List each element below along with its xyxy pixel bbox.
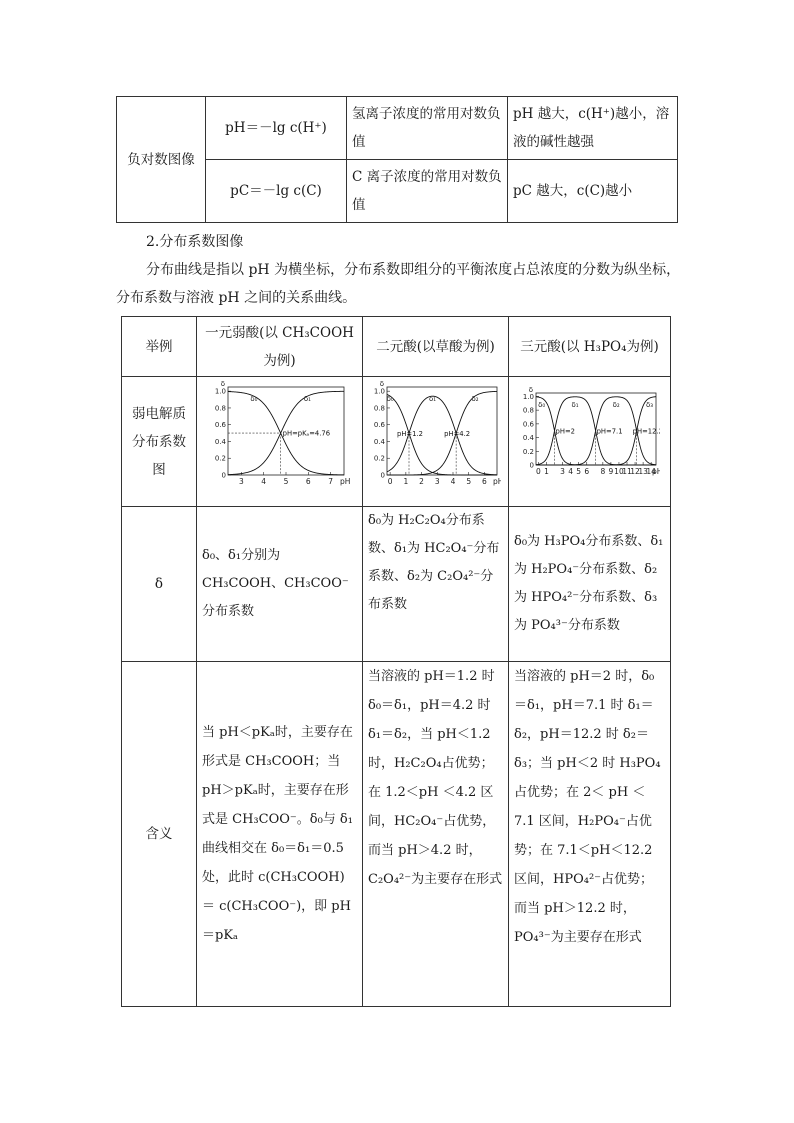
y-tick-label: 0.2 — [373, 454, 385, 463]
table-negative-log — [116, 96, 678, 223]
y-tick-label: 0.6 — [214, 421, 226, 430]
header-triprotic: 三元酸(以 H₃PO₄为例) — [509, 317, 671, 377]
series-label: δ₃ — [645, 400, 653, 409]
y-tick-label: 1.0 — [522, 392, 534, 401]
annotation: pH=1.2 — [396, 430, 423, 439]
series-label: δ₀ — [249, 395, 257, 403]
y-tick-label: 0.6 — [373, 421, 385, 430]
x-tick-label: 4 — [260, 477, 266, 486]
y-tick-label: 0.8 — [522, 406, 534, 415]
row-head-neglog: 负对数图像 — [117, 97, 206, 223]
chart-cell-2 — [363, 377, 509, 507]
x-tick-label: 0 — [387, 477, 393, 486]
y-axis-label: δ — [220, 380, 225, 388]
section-heading: 2.分布系数图像 — [146, 234, 244, 250]
annotation: pH=7.1 — [596, 427, 623, 436]
x-axis-label: pH — [339, 477, 350, 486]
x-tick-label: 3 — [238, 477, 244, 486]
y-axis-label: δ — [528, 386, 533, 394]
meaning-triprotic: 当溶液的 pH＝2 时，δ₀＝δ₁，pH＝7.1 时 δ₁＝δ₂，pH＝12.2 时 δ₂＝δ₃；当 pH＜2 时 H₃PO₄占优势；在 2＜ pH ＜ 7.1 区间，H₂PO₄⁻占优势；在 7.1＜pH＜12.2 区间，HPO₄²⁻占优势；而当 pH＞12.2 时，PO₄³⁻为主要存在形式 — [509, 662, 671, 1007]
x-tick-label: 4 — [450, 477, 455, 486]
section-intro: 分布曲线是指以 pH 为横坐标，分布系数即组分的平衡浓度占总浓度的分数为纵坐标，分布系数与溶液 pH 之间的关系曲线。 — [116, 262, 681, 306]
effect-ph: pH 越大，c(H⁺)越小，溶液的碱性越强 — [508, 97, 678, 160]
y-tick-label: 1.0 — [373, 387, 385, 396]
series-label: δ₁ — [571, 400, 579, 409]
y-tick-label: 0.4 — [522, 433, 534, 442]
series-label: δ₁ — [428, 395, 436, 403]
chart-cell-3 — [509, 377, 671, 507]
chart-triprotic — [520, 387, 660, 487]
delta-triprotic: δ₀为 H₃PO₄分布系数、δ₁为 H₂PO₄⁻分布系数、δ₂为 HPO₄²⁻分布系数、δ₃为 PO₄³⁻分布系数 — [509, 507, 671, 662]
series-label: δ₁ — [303, 395, 311, 403]
x-tick-label: 1 — [543, 466, 549, 476]
x-tick-label: 0 — [535, 466, 541, 476]
y-tick-label: 0.6 — [522, 419, 534, 428]
annotation: pH=2 — [555, 427, 575, 436]
row-meaning-label: 含义 — [122, 662, 197, 1007]
header-diprotic: 二元酸(以草酸为例) — [363, 317, 509, 377]
y-tick-label: 0 — [529, 461, 534, 469]
annotation: pH=pKₐ=4.76 — [282, 429, 330, 438]
x-tick-label: 3 — [559, 466, 565, 476]
desc-ph: 氢离子浓度的常用对数负值 — [347, 97, 508, 160]
y-tick-label: 0.4 — [373, 437, 385, 446]
x-tick-label: 12 — [629, 466, 640, 476]
x-tick-label: 3 — [434, 477, 440, 486]
y-tick-label: 0.2 — [522, 447, 534, 456]
series-label: δ₀ — [386, 395, 394, 403]
meaning-diprotic: 当溶液的 pH＝1.2 时 δ₀＝δ₁，pH＝4.2 时 δ₁＝δ₂，当 pH＜1.2 时，H₂C₂O₄占优势；在 1.2＜pH ＜4.2 区间，HC₂O₄⁻占优势，而当 pH＞4.2 时，C₂O₄²⁻为主要存在形式 — [363, 662, 509, 1007]
y-tick-label: 1.0 — [214, 387, 226, 396]
x-tick-label: 5 — [575, 466, 581, 476]
formula-ph: pH＝－lg c(H⁺) — [206, 97, 347, 160]
meaning-monoprotic: 当 pH＜pKₐ时，主要存在形式是 CH₃COOH；当 pH＞pKₐ时，主要存在形式是 CH₃COO⁻。δ₀与 δ₁曲线相交在 δ₀＝δ₁＝0.5 处，此时 c(CH₃COOH) ＝ c(CH₃COO⁻)，即 pH＝pKₐ — [197, 662, 363, 1007]
x-tick-label: 11 — [621, 466, 632, 476]
header-monoprotic: 一元弱酸(以 CH₃COOH 为例) — [197, 317, 363, 377]
x-tick-label: 14 — [645, 466, 656, 476]
chart-diprotic — [371, 379, 501, 494]
y-tick-label: 0.4 — [214, 437, 226, 446]
series-label: δ₂ — [470, 395, 479, 403]
x-axis-label: pH — [492, 477, 501, 486]
x-tick-label: 5 — [283, 477, 288, 486]
x-tick-label: 5 — [465, 477, 471, 486]
y-tick-label: 0.8 — [373, 404, 385, 413]
x-tick-label: 6 — [583, 466, 589, 476]
delta-diprotic: δ₀为 H₂C₂O₄分布系数、δ₁为 HC₂O₄⁻分布系数、δ₂为 C₂O₄²⁻分布系数 — [363, 507, 509, 662]
series-label: δ₂ — [612, 400, 620, 409]
x-tick-label: 1 — [402, 477, 408, 486]
desc-pc: C 离子浓度的常用对数负值 — [347, 160, 508, 223]
x-tick-label: 13 — [637, 466, 648, 476]
y-tick-label: 0.8 — [214, 404, 226, 413]
formula-pc: pC＝－lg c(C) — [206, 160, 347, 223]
y-tick-label: 0 — [221, 471, 226, 480]
row-graph-label: 弱电解质分布系数图 — [122, 377, 197, 507]
y-tick-label: 0 — [380, 471, 385, 480]
annotation: pH=12.2 — [632, 427, 660, 436]
delta-monoprotic: δ₀、δ₁分别为 CH₃COOH、CH₃COO⁻分布系数 — [197, 507, 363, 662]
chart-monoprotic — [210, 379, 350, 494]
y-axis-label: δ — [379, 380, 384, 388]
series-label: δ₀ — [537, 400, 545, 409]
chart-cell-1 — [197, 377, 363, 507]
x-tick-label: 10 — [613, 466, 624, 476]
x-tick-label: 6 — [305, 477, 311, 486]
x-tick-label: 6 — [481, 477, 487, 486]
y-tick-label: 0.2 — [214, 454, 226, 463]
row-delta-label: δ — [122, 507, 197, 662]
x-tick-label: 4 — [567, 466, 573, 476]
header-example: 举例 — [122, 317, 197, 377]
effect-pc: pC 越大，c(C)越小 — [508, 160, 678, 223]
x-tick-label: 7 — [327, 477, 333, 486]
x-tick-label: 9 — [608, 466, 613, 476]
annotation: pH=4.2 — [443, 430, 470, 439]
table-distribution — [121, 316, 671, 1007]
x-tick-label: 8 — [599, 466, 605, 476]
x-tick-label: 2 — [418, 477, 424, 486]
x-axis-label: pH — [651, 466, 660, 476]
